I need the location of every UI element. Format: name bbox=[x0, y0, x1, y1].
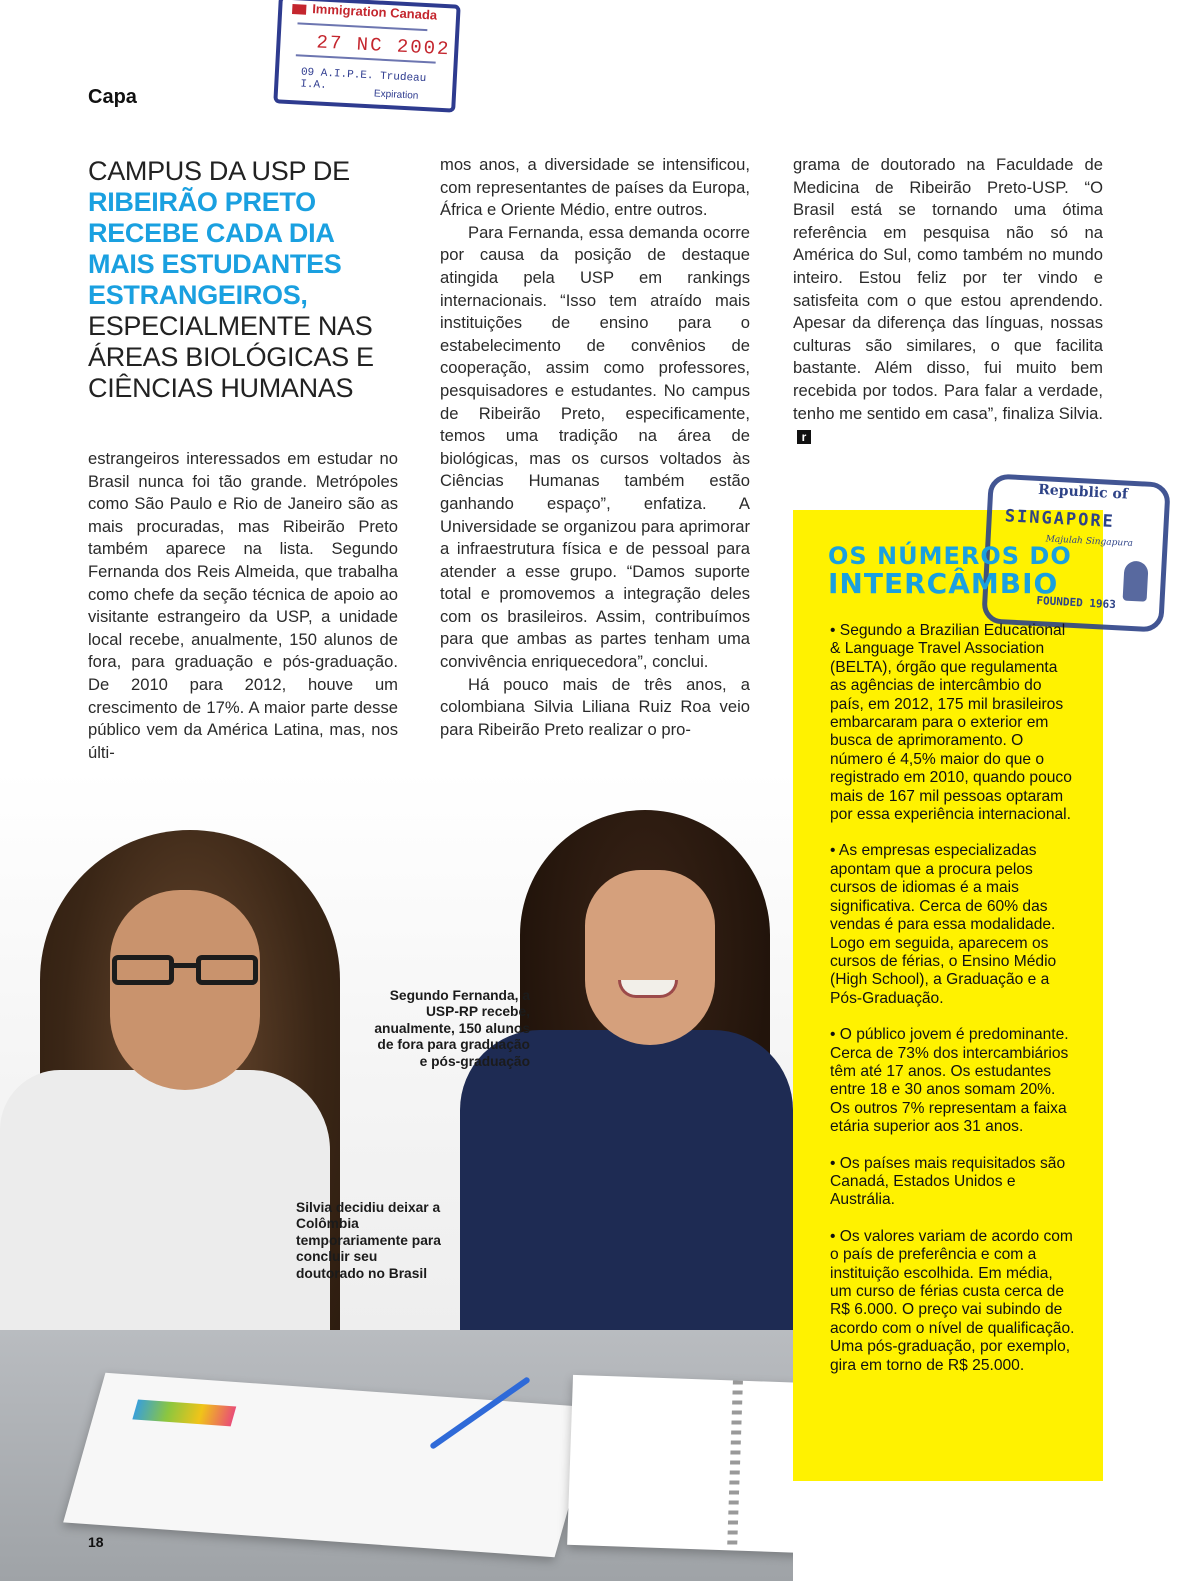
sidebar-bullet: • Os países mais requisitados são Canadá, Estados Unidos e Austrália. bbox=[830, 1154, 1066, 1209]
article-paragraph: estrangeiros interessados em estudar no Brasil nunca foi tão grande. Metrópoles como São Paulo e Rio de Janeiro são as mais procuradas, mas Ribeirão Preto também aparece na lista. Segundo Fernanda dos Reis Almeida, que trabalha como chefe da seção técnica de apoio ao visitante estrangeiro da USP, a unidade local recebe, anualmente, 150 alunos de fora, para graduação e pós-graduação. De 2010 para 2012, houve um crescimento de 17%. A maior parte desse público vem da América Latina, mas, nos últi- bbox=[88, 449, 398, 762]
sidebar-bullet: • Os valores variam de acordo com o país de preferência e com a instituição escolhida. Em média, um curso de férias custa cerca de R$ 6.000. O preço vai subindo de acordo com o nível de qualificação. Uma pós-graduação, por exemplo, gira em torno de R$ 25.000. bbox=[830, 1227, 1075, 1374]
article-paragraph: mos anos, a diversidade se intensificou, com representantes de países da Europa, África e Oriente Médio, entre outros. bbox=[440, 155, 750, 220]
stamp-line3: 09 A.I.P.E. Trudeau I.A. bbox=[299, 66, 427, 92]
article-column-3 bbox=[793, 154, 1103, 448]
article-paragraph: Para Fernanda, essa demanda ocorre por causa da posição de destaque atingida pela USP em rankings internacionais. “Isso tem atraído mais instituições de ensino para o estabelecimento de convênios de cooperação, assim como professores, pesquisadores e estudantes. No campus de Ribeirão Preto, especificamente, temos uma tradição na área de biológicas, mas os cursos voltados às Ciências Humanas também estão ganhando espaço”, enfatiza. A Universidade se organizou para aprimorar a infraestrutura física e de pessoal para atender a esse grupo. “Damos suporte total e promovemos a integração deles com os brasileiros. Assim, contribuímos para que ambas as partes tenham uma convivência enriquecedora”, conclui. bbox=[440, 222, 750, 672]
photo-caption-right: Segundo Fernanda, a USP-RP recebe, anualmente, 150 alunos de fora para graduação e pós-graduação bbox=[374, 988, 530, 1069]
photo-woman-left-shirt bbox=[0, 1070, 330, 1370]
photo-caption-left: Silvia decidiu deixar a Colômbia temporariamente para concluir seu doutorado no Brasil bbox=[296, 1200, 441, 1281]
sidebar-title-line2: INTERCÂMBIO bbox=[828, 567, 1059, 600]
canada-flag-icon bbox=[292, 4, 307, 15]
page-number: 18 bbox=[88, 1534, 104, 1550]
headline-highlight: RIBEIRÃO PRETO RECEBE CADA DIA MAIS ESTUDANTES ESTRANGEIROS, bbox=[88, 187, 342, 310]
section-label: Capa bbox=[88, 86, 137, 108]
headline-part1: CAMPUS DA USP DE bbox=[88, 156, 350, 186]
stamp-line1: Republic of bbox=[1037, 481, 1129, 503]
stamp-line2: SINGAPORE bbox=[1004, 506, 1116, 532]
end-of-article-mark: r bbox=[797, 430, 811, 444]
article-paragraph: grama de doutorado na Faculdade de Medicina de Ribeirão Preto-USP. “O Brasil está se tornando uma ótima referência em pesquisa não só na América do Sul, como também no mundo inteiro. Estou feliz por ter vindo e satisfeita com o que estou aprendendo. Apesar da diferença das línguas, nossas culturas são similares, o que facilita bastante. Além disso, fui muito bem recebida por todos. Para falar a verdade, tenho me sentido em casa”, finaliza Silvia.r bbox=[793, 155, 1103, 444]
glasses-icon bbox=[112, 955, 258, 985]
stamp-date: 27 NC 2002 bbox=[315, 31, 451, 61]
article-column-2 bbox=[440, 154, 750, 741]
stamp-expiration: Expiration bbox=[373, 88, 419, 102]
photo-woman-right-shirt bbox=[460, 1030, 793, 1360]
article-paragraph: Há pouco mais de três anos, a colombiana Silvia Liliana Ruiz Roa veio para Ribeirão Preto realizar o pro- bbox=[440, 674, 750, 739]
immigration-canada-stamp bbox=[273, 0, 460, 113]
sidebar-title bbox=[828, 542, 1088, 598]
stamp-header: Immigration Canada bbox=[292, 0, 438, 23]
photo-smile bbox=[618, 980, 678, 998]
sidebar-bullet: • O público jovem é predominante. Cerca de 73% dos intercambiários têm até 17 anos. Os estudantes entre 18 e 30 anos somam 20%. Os outros 7% representam a faixa etária superior aos 31 anos. bbox=[830, 1026, 1069, 1136]
photo-woman-left-face bbox=[110, 890, 260, 1090]
headline bbox=[88, 156, 388, 404]
sidebar-bullet: • Segundo a Brazilian Educational & Language Travel Association (BELTA), órgão que regulamenta as agências de intercâmbio do país, em 2012, 175 mil brasileiros embarcaram para o exterior em busca de aprimoramento. O número é 4,5% maior do que o registrado em 2010, quando pouco mais de 167 mil pessoas optaram por essa experiência internacional. bbox=[830, 622, 1072, 824]
sidebar-title-line1: OS NÚMEROS DO bbox=[828, 542, 1072, 570]
lion-icon bbox=[1123, 561, 1149, 602]
sidebar-bullet: • As empresas especializadas apontam que a procura pelos cursos de idiomas é a mais significativa. Cerca de 60% das vendas é para essa modalidade. Logo em seguida, aparecem os cursos de férias, o Ensino Médio (High School), a Graduação e a Pós-Graduação. bbox=[830, 842, 1057, 1007]
students-photo bbox=[0, 770, 793, 1581]
headline-part2: ESPECIALMENTE NAS ÁREAS BIOLÓGICAS E CIÊNCIAS HUMANAS bbox=[88, 311, 374, 403]
photo-notebook bbox=[567, 1375, 793, 1555]
sidebar-bullets bbox=[830, 622, 1078, 1393]
stamp-line3: Majulah Singapura bbox=[1045, 534, 1134, 549]
photo-woman-right-face bbox=[585, 870, 715, 1045]
stamp-line4: FOUNDED 1963 bbox=[1036, 594, 1117, 612]
article-column-1 bbox=[88, 448, 398, 764]
